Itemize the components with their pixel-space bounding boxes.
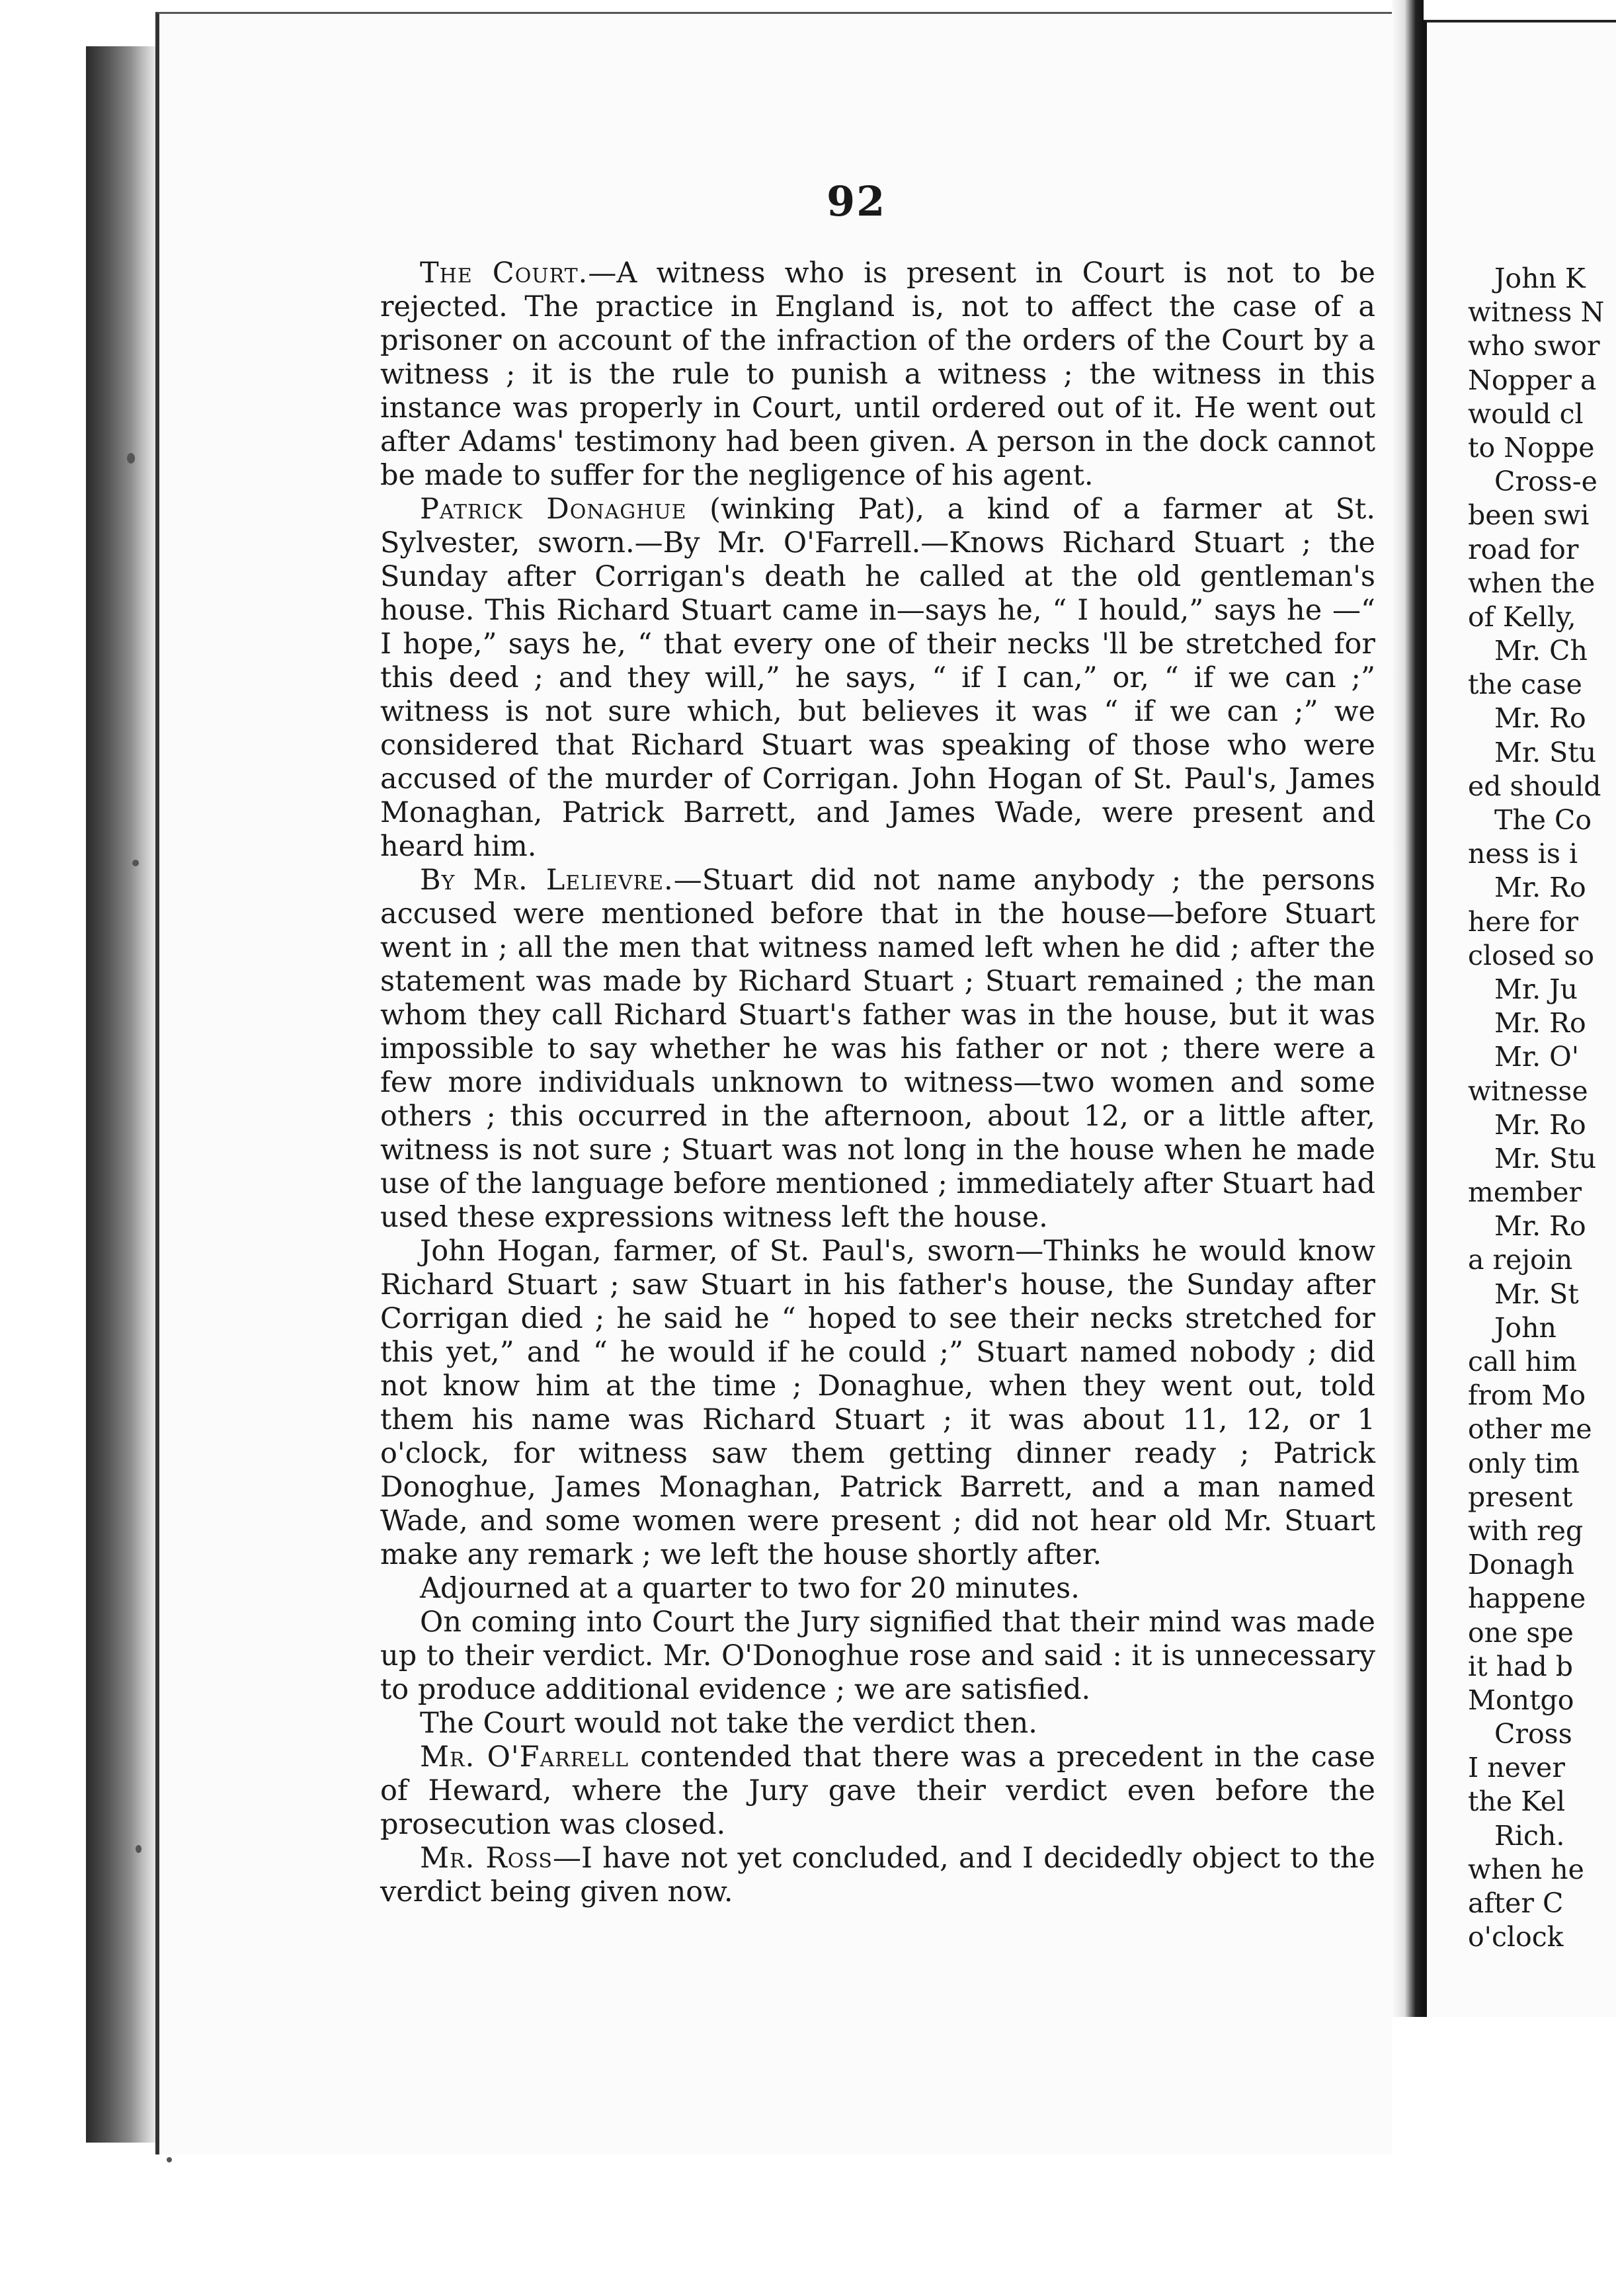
right-page-line: witness N	[1468, 296, 1605, 329]
paragraph-text: The Court would not take the verdict then.	[420, 1707, 1037, 1740]
paragraph	[380, 493, 1375, 864]
right-page-line: present	[1468, 1481, 1573, 1513]
paragraph-text: —Stuart did not name anybody ; the persons accused were mentioned before that in the house—before Stuart went in ; all the men that witness named left when he did ; after the statement was made by Richard Stuart ; Stuart remained ; the man whom they call Richard Stuart's father was in the house, but it was impossible to say whether he was his father or not ; there were a few more individuals unknown to witness—two women and some others ; this occurred in the afternoon, about 12, or a little after, witness is not sure ; Stuart was not long in the house when he made use of the language before mentioned ; immediately after Stuart had used these expressions witness left the house.	[380, 864, 1375, 1234]
paragraph-lead: Mr. O'Farrell	[420, 1741, 629, 1774]
paragraph-text: —I have not yet concluded, and I decidedly object to the verdict being given now.	[380, 1842, 1375, 1908]
right-page-line: it had b	[1468, 1650, 1573, 1682]
right-page-line: the case	[1468, 669, 1582, 701]
paragraph-lead: Mr. Ross	[420, 1842, 553, 1875]
right-page-line: Mr. O'	[1494, 1041, 1580, 1073]
right-page-line: closed so	[1468, 939, 1595, 971]
right-page-line: Mr. Ro	[1494, 1210, 1586, 1243]
paragraph-lead: The Court.	[420, 257, 588, 290]
right-page-line: Mr. Ro	[1494, 702, 1586, 735]
paragraph-text: Adjourned at a quarter to two for 20 minutes.	[420, 1572, 1080, 1605]
right-page-line: of Kelly,	[1468, 600, 1576, 633]
paragraph	[380, 1235, 1375, 1572]
right-page-line: been swi	[1468, 499, 1590, 532]
paragraph	[380, 257, 1375, 493]
right-page-line: happene	[1468, 1582, 1586, 1615]
page-number: 92	[827, 177, 887, 226]
right-page-line: Mr. Stu	[1494, 1142, 1597, 1174]
right-page-line: I never	[1468, 1752, 1565, 1784]
right-page-line: the Kel	[1468, 1785, 1566, 1818]
right-page-line: only tim	[1468, 1447, 1580, 1479]
right-page-line: John	[1494, 1311, 1556, 1344]
right-page-line: Montgo	[1468, 1684, 1574, 1716]
right-page-line: Mr. St	[1494, 1278, 1579, 1310]
right-page-line: Nopper a	[1468, 364, 1597, 396]
paragraph-text: (winking Pat), a kind of a farmer at St. Sylvester, sworn.—By Mr. O'Farrell.—Knows Richard Stuart ; the Sunday after Corrigan's death he called at the old gentleman's house. This Richard Stuart came in—says he, “ I hould,” says he —“ I hope,” says he, “ that every one of their necks 'll be stretched for this deed ; and they will,” he says, “ if I can,” or, “ if we can ;” witness is not sure which, but believes it was “ if we can ;” we considered that Richard Stuart was speaking of those who were accused of the murder of Corrigan. John Hogan of St. Paul's, James Monaghan, Patrick Barrett, and James Wade, were present and heard him.	[380, 493, 1375, 863]
paragraph	[380, 864, 1375, 1235]
paragraph-lead: By Mr. Lelievre.	[420, 864, 674, 897]
right-page-line: Mr. Ro	[1494, 1007, 1586, 1040]
paragraph	[380, 1842, 1375, 1909]
paragraph	[380, 1741, 1375, 1842]
right-page-line: from Mo	[1468, 1379, 1586, 1412]
paragraph-text: —A witness who is present in Court is not to be rejected. The practice in England is, not to affect the case of a prisoner on account of the infraction of the orders of the Court by a witness ; it is the rule to punish a witness ; the witness in this instance was properly in Court, until ordered out of it. He went out after Adams' testimony had been given. A person in the dock cannot be made to suffer for the negligence of his agent.	[380, 257, 1375, 492]
right-page-line: who swor	[1468, 330, 1600, 362]
right-page-line: Mr. Ro	[1494, 872, 1586, 904]
right-page-line: with reg	[1468, 1514, 1584, 1547]
book-binding-shadow	[86, 46, 159, 2143]
right-page-line: when the	[1468, 567, 1596, 599]
paragraph	[380, 1572, 1375, 1606]
paragraph-text: John Hogan, farmer, of St. Paul's, sworn—Thinks he would know Richard Stuart ; saw Stuart in his father's house, the Sunday after Corrigan died ; he said he “ hoped to see their necks stretched for this yet,” and “ he would if he could ;” Stuart named nobody ; did not know him at the time ; Donaghue, when they went out, told them his name was Richard Stuart ; it was about 11, 12, or 1 o'clock, for witness saw them getting dinner ready ; Patrick Donoghue, James Monaghan, Patrick Barrett, and a man named Wade, and some women were present ; did not hear old Mr. Stuart make any remark ; we left the house shortly after.	[380, 1235, 1375, 1571]
right-page-line: a rejoin	[1468, 1244, 1573, 1276]
right-page-text	[1468, 262, 1616, 1954]
right-page-line: Rich.	[1494, 1819, 1565, 1852]
right-page-line: road for	[1468, 533, 1579, 565]
right-page-line: o'clock	[1468, 1921, 1564, 1953]
paragraph-lead: Patrick Donaghue	[420, 493, 687, 526]
right-page-line: would cl	[1468, 397, 1584, 430]
right-page-line: one spe	[1468, 1616, 1574, 1649]
right-page-line: John K	[1494, 263, 1586, 294]
right-page	[1424, 20, 1616, 2017]
right-page-line: witnesse	[1468, 1075, 1588, 1107]
right-page-line: Mr. Ch	[1494, 635, 1588, 667]
right-page-line: after C	[1468, 1887, 1564, 1919]
right-page-line: Cross	[1494, 1718, 1572, 1750]
right-page-line: other me	[1468, 1413, 1592, 1446]
paragraph	[380, 1707, 1375, 1741]
right-page-line: Mr. Ju	[1494, 973, 1578, 1005]
right-page-line: Cross-e	[1494, 466, 1597, 498]
right-page-line: call him	[1468, 1346, 1578, 1377]
right-page-line: ed should	[1468, 770, 1601, 802]
paragraph-text: contended that there was a precedent in the case of Heward, where the Jury gave their verdict even before the prosecution was closed.	[380, 1741, 1375, 1841]
right-page-line: ness is i	[1468, 838, 1578, 870]
right-page-line: when he	[1468, 1853, 1584, 1885]
right-page-line: Donagh	[1468, 1549, 1575, 1581]
paragraph-text: On coming into Court the Jury signified that their mind was made up to their verdict. Mr. O'Donoghue rose and said : it is unnecessary to produce additional evidence ; we are satisfied.	[380, 1606, 1375, 1706]
right-page-line: here for	[1468, 905, 1579, 938]
right-page-line: Mr. Stu	[1494, 736, 1597, 768]
right-page-line: Mr. Ro	[1494, 1108, 1586, 1141]
right-page-line: The Co	[1494, 804, 1592, 836]
page-gutter	[1392, 0, 1424, 2017]
right-page-line: member	[1468, 1176, 1582, 1209]
left-page-text	[380, 257, 1375, 1909]
paragraph	[380, 1606, 1375, 1707]
right-page-line: to Noppe	[1468, 431, 1595, 464]
